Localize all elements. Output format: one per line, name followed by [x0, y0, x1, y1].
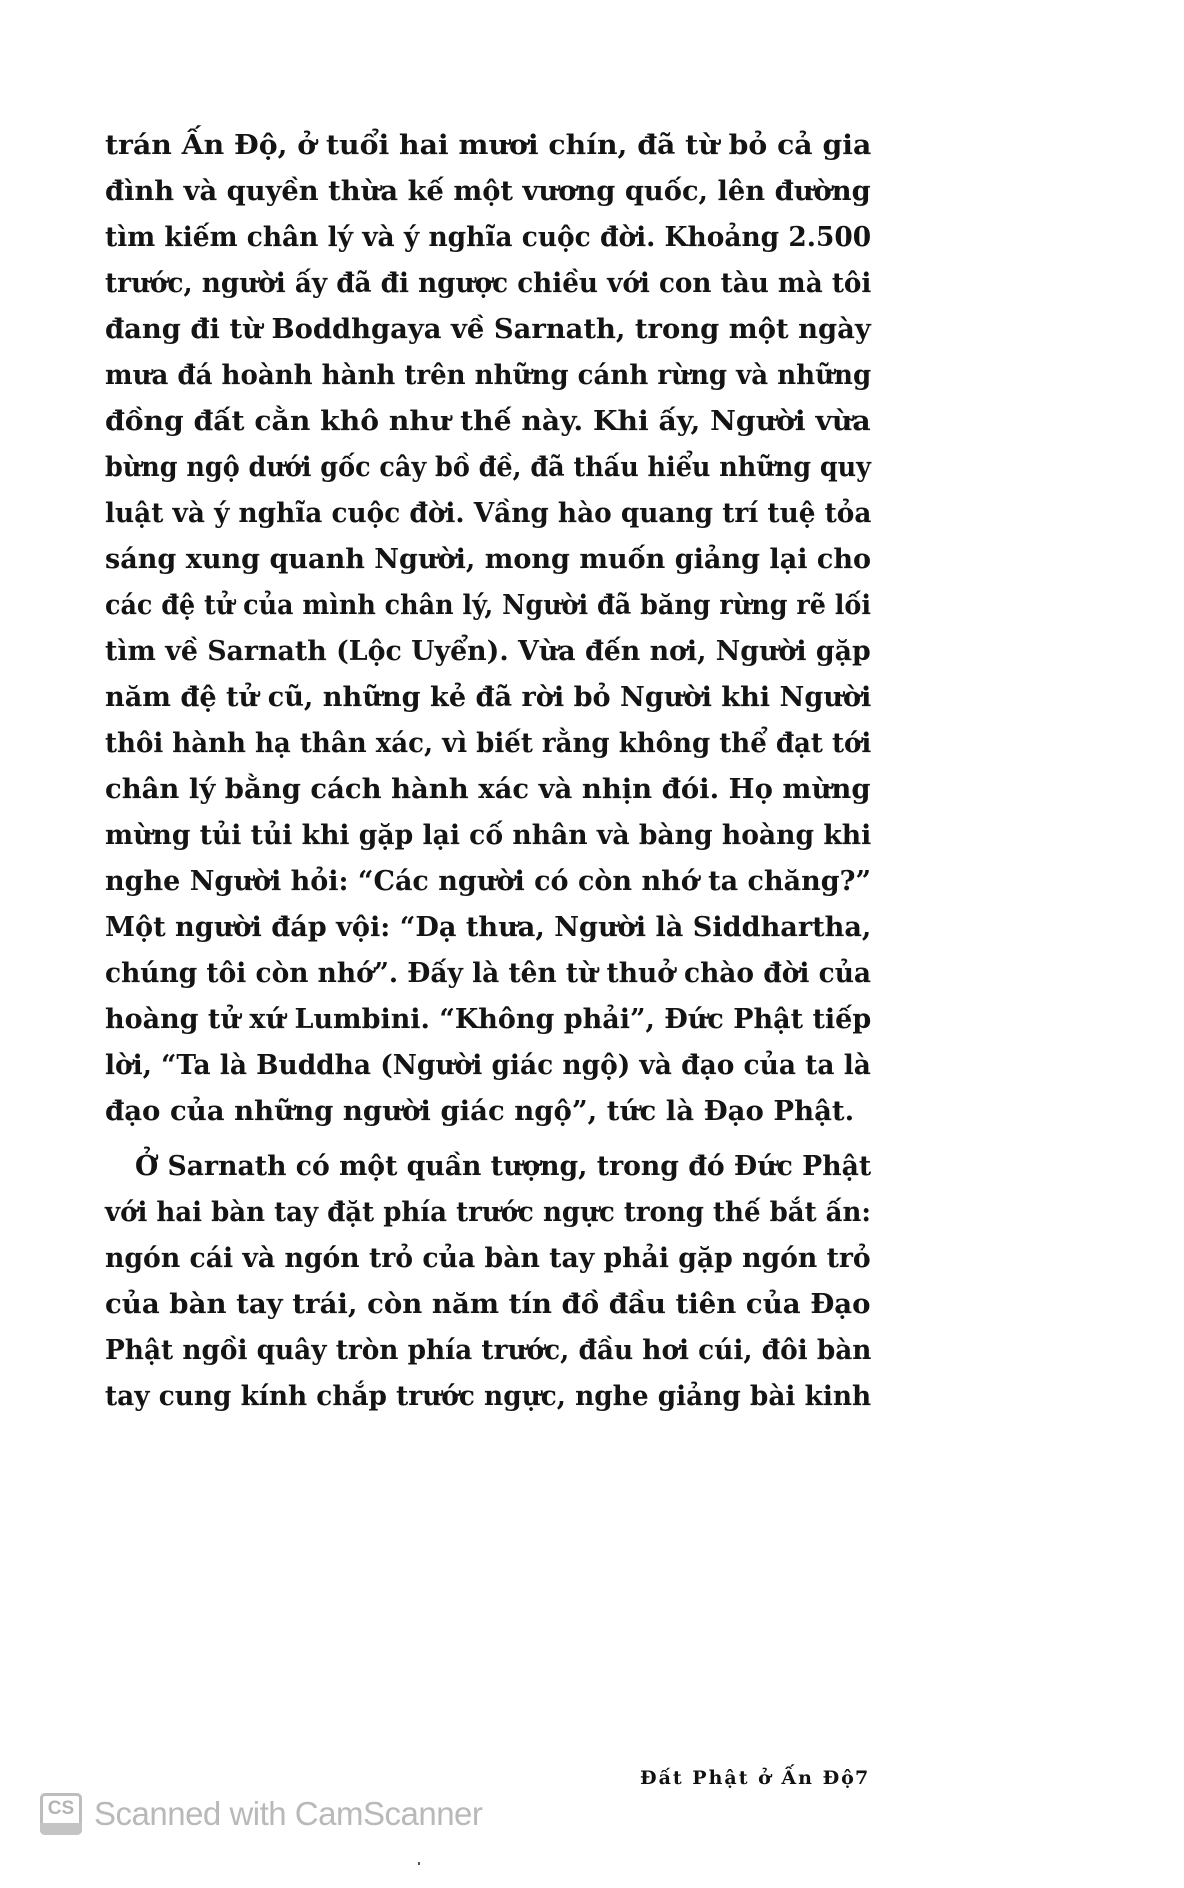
- text-line: hoàng tử xứ Lumbini. “Không phải”, Đức Phật tiếp: [105, 1003, 872, 1035]
- text-line: của bàn tay trái, còn năm tín đồ đầu tiên của Đạo: [105, 1288, 871, 1320]
- text-line: các đệ tử của mình chân lý, Người đã băng rừng rẽ lối: [105, 589, 872, 621]
- text-line: luật và ý nghĩa cuộc đời. Vầng hào quang trí tuệ tỏa: [105, 497, 872, 529]
- text-line: chân lý bằng cách hành xác và nhịn đói. Họ mừng: [105, 773, 871, 805]
- text-line: Một người đáp vội: “Dạ thưa, Người là Siddhartha,: [105, 911, 872, 943]
- text-line: tìm kiếm chân lý và ý nghĩa cuộc đời. Khoảng 2.500: [105, 221, 872, 253]
- text-line: trước, người ấy đã đi ngược chiều với con tàu mà tôi: [105, 267, 872, 299]
- camscanner-logo-icon: [40, 1793, 82, 1835]
- running-title: Đất Phật ở Ấn Độ: [640, 1767, 856, 1789]
- text-line: thôi hành hạ thân xác, vì biết rằng không thể đạt tới: [105, 727, 872, 759]
- text-line: Phật ngồi quây tròn phía trước, đầu hơi cúi, đôi bàn: [105, 1334, 872, 1366]
- text-line: năm đệ tử cũ, những kẻ đã rời bỏ Người khi Người: [105, 681, 872, 713]
- text-line: mưa đá hoành hành trên những cánh rừng và những: [105, 359, 872, 391]
- camscanner-watermark: [40, 1793, 482, 1835]
- text-line: Ở Sarnath có một quần tượng, trong đó Đức Phật: [135, 1150, 872, 1182]
- text-line: đồng đất cằn khô như thế này. Khi ấy, Người vừa: [105, 405, 871, 437]
- text-line: lời, “Ta là Buddha (Người giác ngộ) và đạo của ta là: [105, 1049, 871, 1081]
- watermark-text: Scanned with CamScanner: [94, 1795, 483, 1832]
- text-line: mừng tủi tủi khi gặp lại cố nhân và bàng hoàng khi: [105, 819, 872, 851]
- scan-speck: [418, 1862, 420, 1865]
- camscanner-logo-text: CS: [47, 1798, 75, 1819]
- text-line: chúng tôi còn nhớ”. Đấy là tên từ thuở chào đời của: [105, 957, 872, 989]
- text-line: tìm về Sarnath (Lộc Uyển). Vừa đến nơi, Người gặp: [105, 635, 871, 667]
- camscanner-logo-bar: [40, 1823, 82, 1835]
- text-line: với hai bàn tay đặt phía trước ngực trong thế bắt ấn:: [105, 1196, 872, 1228]
- text-line: bừng ngộ dưới gốc cây bồ đề, đã thấu hiểu những quy: [105, 451, 871, 483]
- text-line: sáng xung quanh Người, mong muốn giảng lại cho: [105, 543, 872, 575]
- text-line: đạo của những người giác ngộ”, tức là Đạo Phật.: [105, 1095, 855, 1127]
- text-line: ngón cái và ngón trỏ của bàn tay phải gặp ngón trỏ: [105, 1242, 871, 1274]
- text-line: trán Ấn Độ, ở tuổi hai mươi chín, đã từ bỏ cả gia: [105, 129, 872, 161]
- text-line: nghe Người hỏi: “Các người có còn nhớ ta chăng?”: [105, 865, 872, 897]
- text-line: đình và quyền thừa kế một vương quốc, lên đường: [105, 175, 871, 207]
- page-number: 7: [855, 1767, 869, 1789]
- text-line: đang đi từ Boddhgaya về Sarnath, trong một ngày: [105, 313, 871, 345]
- text-line: tay cung kính chắp trước ngực, nghe giảng bài kinh: [105, 1380, 872, 1412]
